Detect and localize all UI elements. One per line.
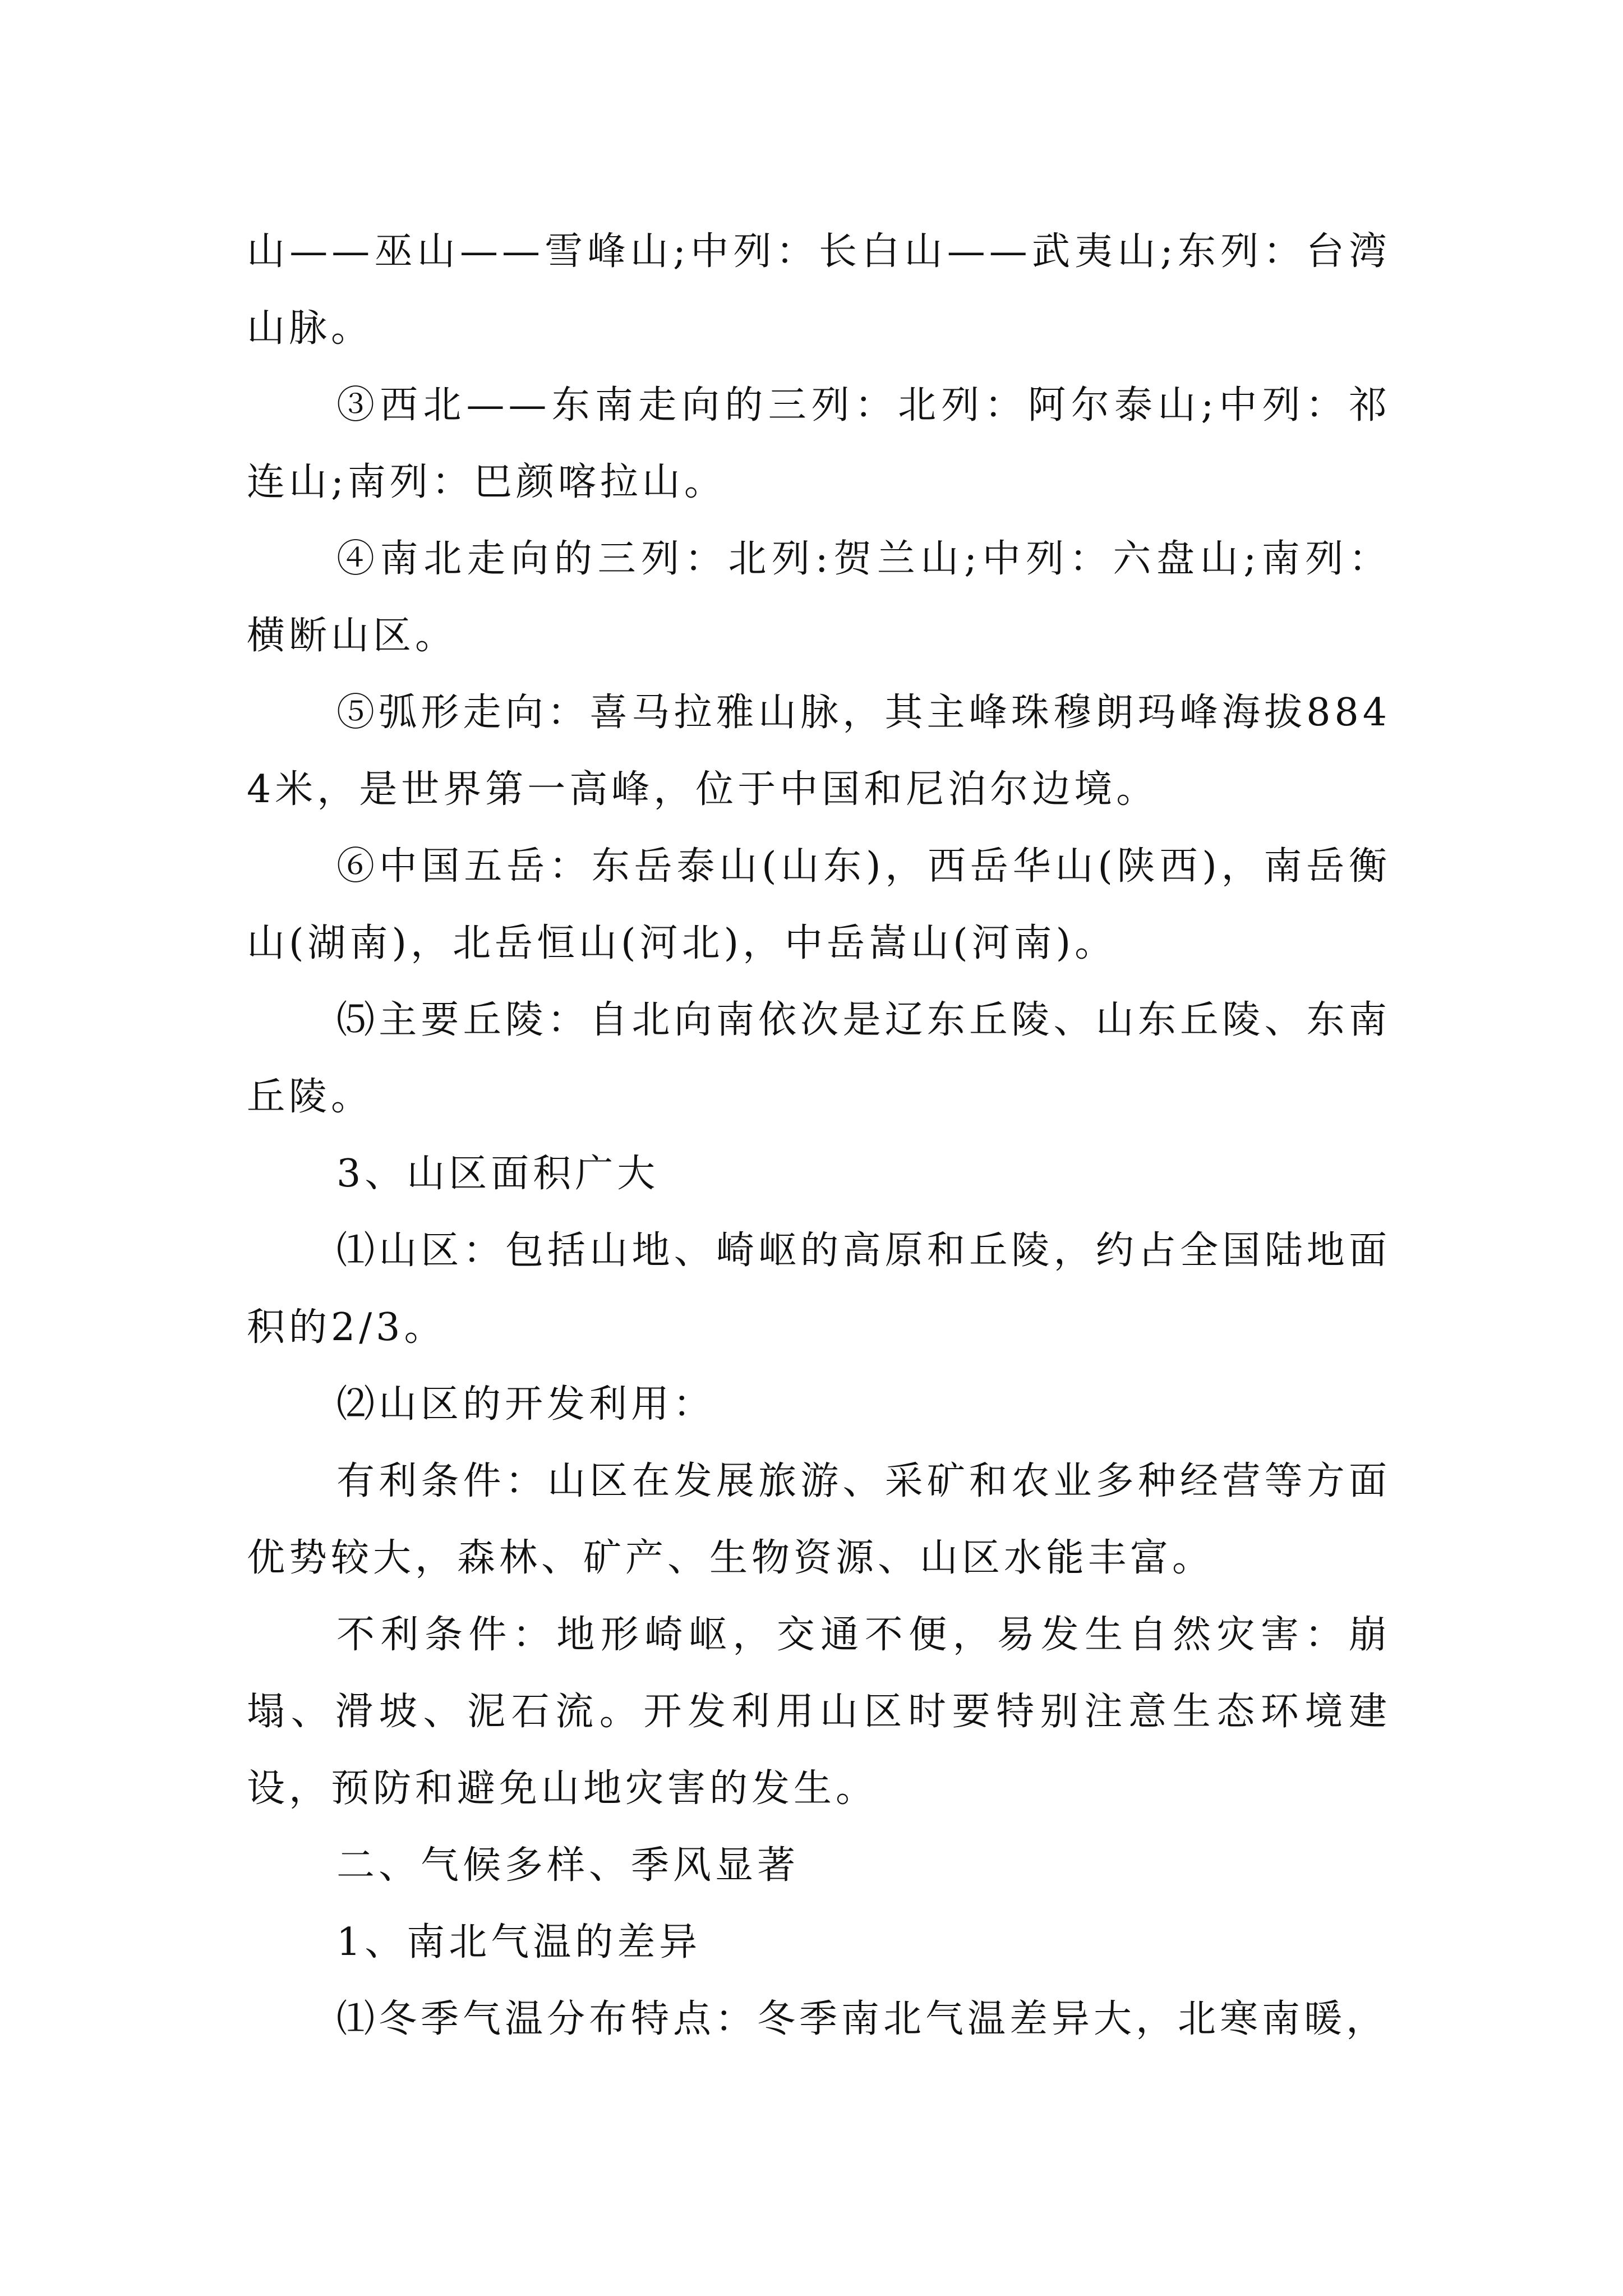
- body-text: [247, 213, 1391, 2058]
- paragraph-continuation: 山——巫山——雪峰山;中列：长白山——武夷山;东列：台湾山脉。: [247, 229, 1391, 351]
- paragraph-mountain-area: ⑴山区：包括山地、崎岖的高原和丘陵，约占全国陆地面积的2/3。: [247, 1228, 1391, 1350]
- paragraph-north-south-ranges: ④南北走向的三列：北列:贺兰山;中列：六盘山;南列：横断山区。: [247, 537, 1391, 658]
- paragraph-favorable-conditions: 有利条件：山区在发展旅游、采矿和农业多种经营等方面优势较大，森林、矿产、生物资源、山区水能丰富。: [247, 1459, 1391, 1580]
- section-heading-mountain-area: 3、山区面积广大: [336, 1152, 660, 1196]
- paragraph-five-mountains: ⑥中国五岳：东岳泰山(山东)，西岳华山(陕西)，南岳衡山(湖南)，北岳恒山(河北)，中岳嵩山(河南)。: [247, 844, 1391, 965]
- section-heading-temperature-difference: 1、南北气温的差异: [336, 1920, 702, 1964]
- paragraph-mountain-development: ⑵山区的开发利用：: [336, 1382, 716, 1427]
- paragraph-northwest-southeast-ranges: ③西北——东南走向的三列：北列：阿尔泰山;中列：祁连山;南列：巴颜喀拉山。: [247, 383, 1391, 504]
- section-heading-climate: 二、气候多样、季风显著: [336, 1843, 800, 1888]
- paragraph-winter-temperature: ⑴冬季气温分布特点：冬季南北气温差异大，北寒南暖，: [336, 1997, 1389, 2041]
- paragraph-main-hills: ⑸主要丘陵：自北向南依次是辽东丘陵、山东丘陵、东南丘陵。: [247, 998, 1391, 1119]
- paragraph-unfavorable-conditions: 不利条件：地形崎岖，交通不便，易发生自然灾害：崩塌、滑坡、泥石流。开发利用山区时要特别注意生态环境建设，预防和避免山地灾害的发生。: [247, 1613, 1391, 1811]
- paragraph-arc-ranges: ⑤弧形走向：喜马拉雅山脉，其主峰珠穆朗玛峰海拔8844米，是世界第一高峰，位于中国和尼泊尔边境。: [247, 691, 1391, 812]
